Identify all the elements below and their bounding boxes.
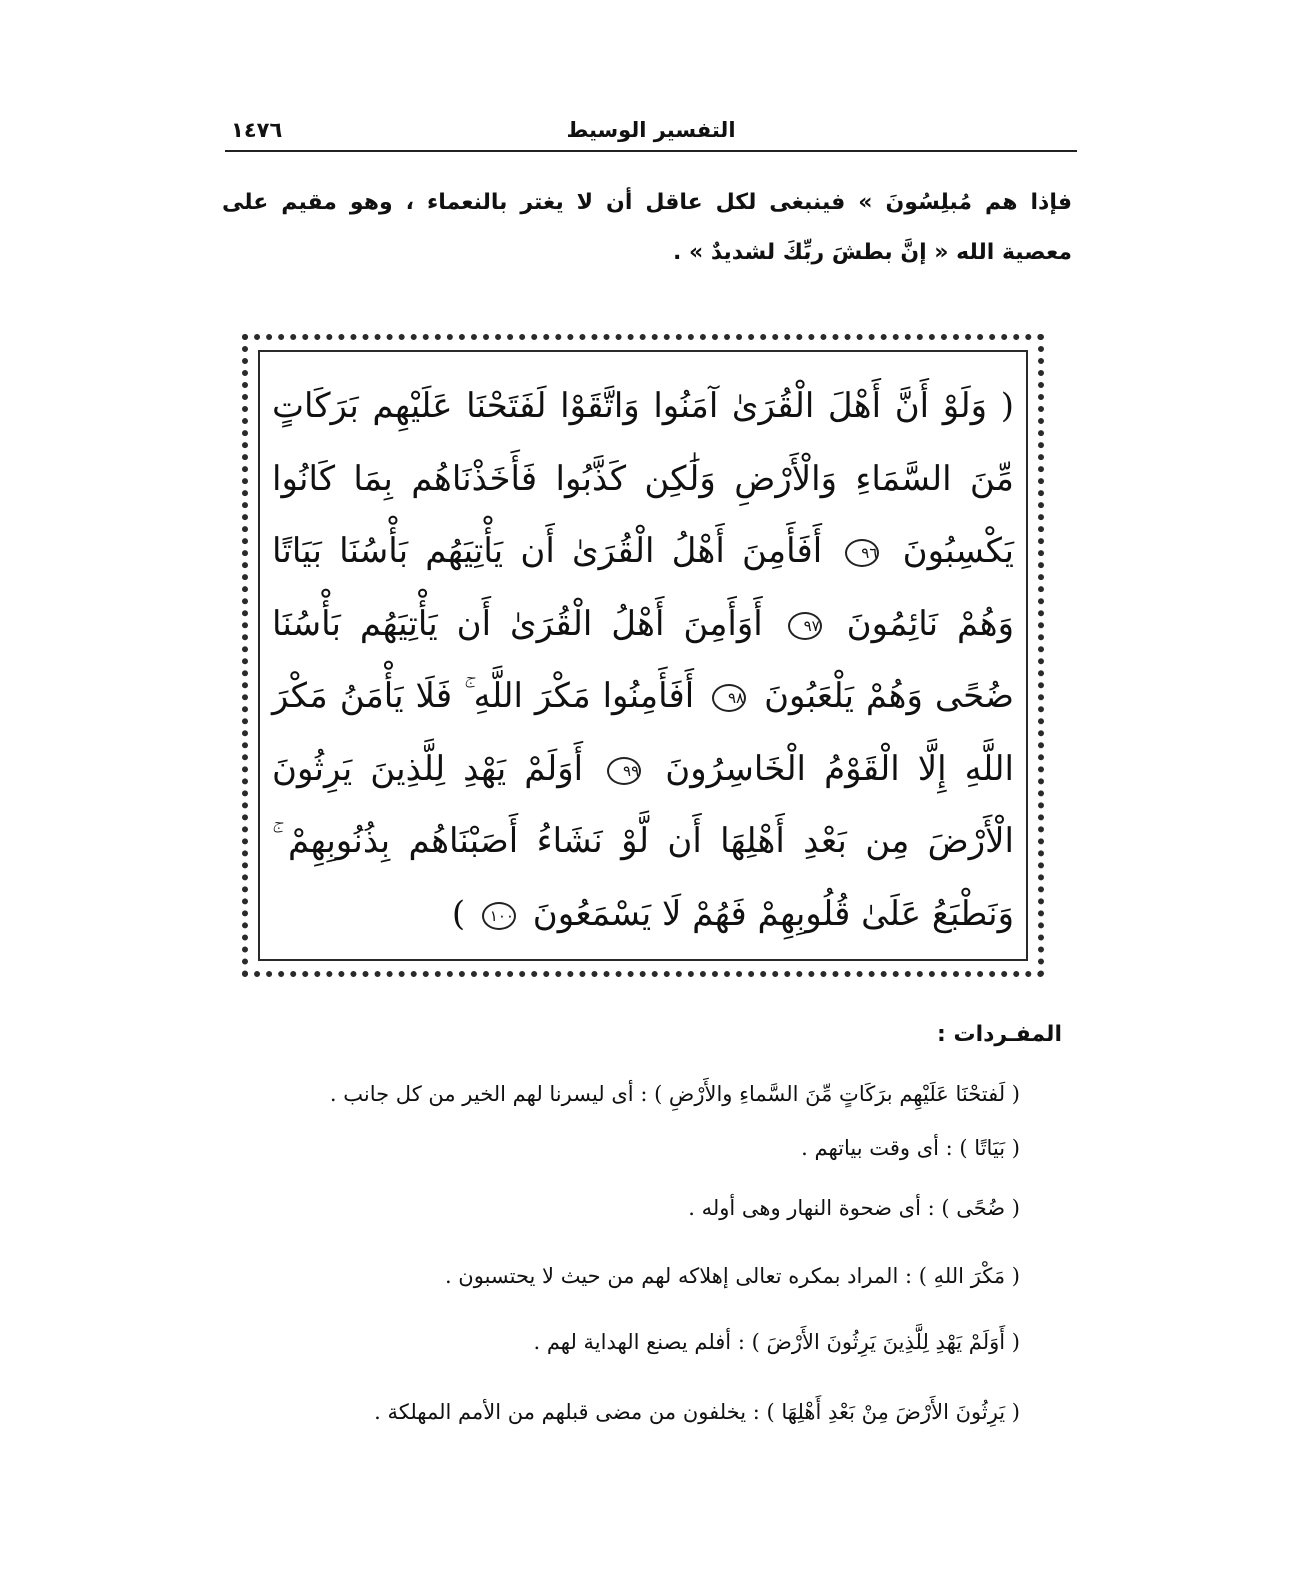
vocabulary-entry: ( أَوَلَمْ يَهْدِ لِلَّذِينَ يَرِثُونَ الأَرْضَ ) : أفلم يصنع الهداية لهم . [533, 1330, 1020, 1354]
vocabulary-entry: ( بَيَاتًا ) : أى وقت بياتهم . [801, 1136, 1020, 1160]
verse-frame [242, 334, 1044, 977]
ayah-number-marker: ١٠٠ [482, 902, 516, 930]
verse-closing-bracket: ) [451, 893, 466, 934]
ayah-number-marker: ٩٩ [607, 757, 641, 785]
verse-segment: أَفَأَمِنُوا مَكْرَ اللَّهِ ۚ فَلَا يَأْمَنُ مَكْرَ اللَّهِ إِلَّا الْقَوْمُ الْخَاسِرُونَ [272, 676, 1014, 789]
verse-segment: أَفَأَمِنَ أَهْلُ الْقُرَىٰ أَن يَأْتِيَهُم بَأْسُنَا بَيَاتًا وَهُمْ نَائِمُونَ [272, 531, 1015, 644]
page-number: ١٤٧٦ [231, 118, 283, 142]
vocabulary-entry: ( ضُحًى ) : أى ضحوة النهار وهى أوله . [688, 1196, 1020, 1220]
ayah-number-marker: ٩٧ [788, 612, 822, 640]
ayah-number-marker: ٩٦ [845, 539, 879, 567]
verse-segment: ( وَلَوْ أَنَّ أَهْلَ الْقُرَىٰ آمَنُوا وَاتَّقَوْا لَفَتَحْنَا عَلَيْهِم بَرَكَاتٍ مِّنَ السَّمَاءِ وَالْأَرْضِ وَلَٰكِن كَذَّبُوا فَأَخَذْنَاهُم بِمَا كَانُوا يَكْسِبُونَ [272, 386, 1014, 571]
verse-segment: أَوَأَمِنَ أَهْلُ الْقُرَىٰ أَن يَأْتِيَهُم بَأْسُنَا ضُحًى وَهُمْ يَلْعَبُونَ [272, 603, 1014, 716]
intro-paragraph: فإذا هم مُبلِسُونَ » فينبغى لكل عاقل أن لا يغتر بالنعماء ، وهو مقيم على معصية الله « إنَّ بطشَ ربِّكَ لشديدٌ » . [222, 190, 1072, 265]
vocabulary-heading: المفـردات : [937, 1022, 1062, 1047]
vocabulary-entry: ( يَرِثُونَ الأَرْضَ مِنْ بَعْدِ أَهْلِهَا ) : يخلفون من مضى قبلهم من الأمم المهلكة . [374, 1400, 1020, 1424]
book-title: التفسير الوسيط [566, 118, 736, 142]
vocabulary-entry: ( مَكْرَ اللهِ ) : المراد بمكره تعالى إهلاكه لهم من حيث لا يحتسبون . [444, 1264, 1020, 1288]
running-head [225, 114, 1077, 152]
quran-verse-block [272, 370, 1014, 950]
vocabulary-entry: ( لَفتحْنَا عَلَيْهِم برَكَاتٍ مِّنَ السَّماءِ والأَرْضِ ) : أى ليسرنا لهم الخير من كل جانب . [329, 1082, 1020, 1106]
ayah-number-marker: ٩٨ [712, 684, 746, 712]
verse-segment: أَوَلَمْ يَهْدِ لِلَّذِينَ يَرِثُونَ الْأَرْضَ مِن بَعْدِ أَهْلِهَا أَن لَّوْ نَشَاءُ أَصَبْنَاهُم بِذُنُوبِهِمْ ۚ وَنَطْبَعُ عَلَىٰ قُلُوبِهِمْ فَهُمْ لَا يَسْمَعُونَ [272, 748, 1014, 934]
